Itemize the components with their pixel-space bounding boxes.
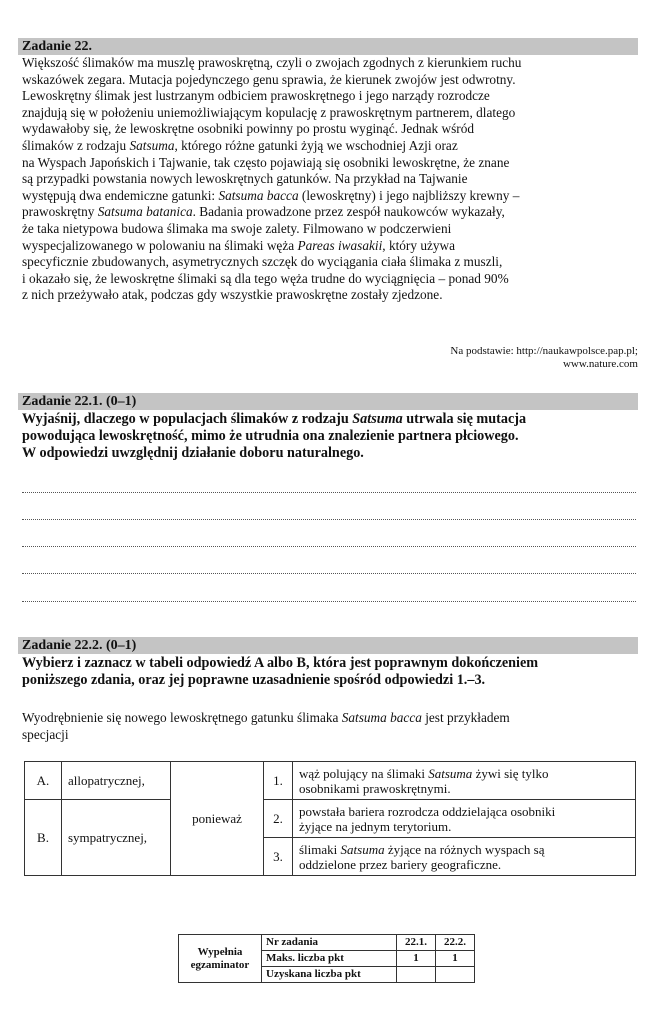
reason-text-2[interactable] — [293, 800, 636, 838]
reason-text-1[interactable] — [293, 762, 636, 800]
reason-number-1[interactable]: 1. — [264, 762, 293, 800]
intro-line: że taka nietypowa budowa ślimaka ma swoje zalety. Filmowano w podczerwieni — [22, 220, 452, 236]
task-number-cell: 22.1. — [397, 935, 436, 951]
examiner-table — [178, 934, 475, 983]
answer-line[interactable] — [22, 546, 636, 547]
intro-line: znajdują się w położeniu uniemożliwiającym kopulację z prawoskrętnym partnerem, dlatego — [22, 104, 516, 120]
answer-line[interactable] — [22, 519, 636, 520]
task-number-cell: 22.2. — [436, 935, 475, 951]
examiner-row — [179, 935, 475, 951]
question-line: Wyjaśnij, dlaczego w populacjach ślimaków z rodzaju Satsuma utrwala się mutacja — [22, 411, 527, 427]
task-intro-text — [22, 55, 636, 304]
reason-line: oddzielone przez bariery geograficzne. — [299, 856, 502, 872]
examiner-label — [179, 935, 262, 983]
intro-line: prawoskrętny Satsuma batanica. Badania prowadzone przez zespół naukowców wykazały, — [22, 204, 505, 220]
answer-table — [24, 761, 636, 876]
conjunction-cell: ponieważ — [171, 762, 264, 876]
question-line: W odpowiedzi uwzględnij działanie doboru naturalnego. — [22, 445, 364, 461]
task-heading: Zadanie 22. — [18, 38, 638, 55]
question-line: poniższego zdania, oraz jej poprawne uzasadnienie spośród odpowiedzi 1.–3. — [22, 672, 486, 688]
reason-number-2[interactable]: 2. — [264, 800, 293, 838]
reason-text-3[interactable] — [293, 838, 636, 876]
reason-line: powstała bariera rozrodcza oddzielająca osobniki — [299, 803, 556, 819]
intro-line: wyspecjalizowanego w polowaniu na ślimaki węża Pareas iwasakii, który używa — [22, 237, 456, 253]
intro-line: na Wyspach Japońskich i Tajwanie, tak często pojawiają się osobniki lewoskrętne, że znane — [22, 154, 510, 170]
intro-line: z nich przeżywało atak, podczas gdy wszystkie prawoskrętne zostały zjedzone. — [22, 287, 443, 303]
intro-line: i okazało się, że lewoskrętne ślimaki są dla tego węża trudne do wyciągnięcia – ponad 90% — [22, 270, 509, 286]
stem-line: specjacji — [22, 726, 69, 742]
subtask-question-22-1 — [22, 411, 636, 462]
reason-line: żyjące na jednym terytorium. — [299, 818, 452, 834]
max-points-cell: 1 — [436, 951, 475, 967]
intro-line: wydawałoby się, że lewoskrętne osobniki powinny po prostu wyginąć. Jednak wśród — [22, 121, 475, 137]
sentence-stem — [22, 710, 636, 743]
header-max-points: Maks. liczba pkt — [262, 951, 397, 967]
source-line: Na podstawie: http://naukawpolsce.pap.pl; — [450, 345, 638, 357]
source-citation — [308, 345, 638, 371]
subtask-heading-22-2: Zadanie 22.2. (0–1) — [18, 637, 638, 654]
intro-line: wskazówek zegara. Mutacja pojedynczego genu sprawia, że kierunek zwojów jest odwrotny. — [22, 71, 516, 87]
examiner-label-line: egzaminator — [190, 958, 250, 971]
reason-line: osobnikami prawoskrętnymi. — [299, 780, 451, 796]
intro-line: Lewoskrętny ślimak jest lustrzanym odbiciem prawoskrętnego i jego narządy rozrodcze — [22, 88, 490, 104]
answer-row — [25, 800, 636, 838]
option-letter-b[interactable]: B. — [25, 800, 62, 876]
reason-number-3[interactable]: 3. — [264, 838, 293, 876]
answer-line[interactable] — [22, 573, 636, 574]
obtained-points-cell[interactable] — [397, 967, 436, 983]
reason-line: ślimaki Satsuma żyjące na różnych wyspach są — [299, 841, 545, 857]
intro-line: ślimaków z rodzaju Satsuma, którego różne gatunki żyją we wschodniej Azji oraz — [22, 137, 458, 153]
max-points-cell: 1 — [397, 951, 436, 967]
answer-line[interactable] — [22, 492, 636, 493]
intro-line: specyficznie zbudowanych, asymetrycznych szczęk do wyciągania ciała ślimaka z muszli, — [22, 254, 503, 270]
source-line: www.nature.com — [562, 358, 638, 370]
header-obtained-points: Uzyskana liczba pkt — [262, 967, 397, 983]
reason-line: wąż polujący na ślimaki Satsuma żywi się tylko — [299, 765, 549, 781]
subtask-heading-22-1: Zadanie 22.1. (0–1) — [18, 393, 638, 410]
intro-line: są przypadki powstania nowych lewoskrętnych gatunków. Na przykład na Tajwanie — [22, 171, 468, 187]
option-text-b[interactable]: sympatrycznej, — [62, 800, 171, 876]
question-line: Wybierz i zaznacz w tabeli odpowiedź A albo B, która jest poprawnym dokończeniem — [22, 655, 539, 671]
obtained-points-cell[interactable] — [436, 967, 475, 983]
intro-line: Większość ślimaków ma muszlę prawoskrętną, czyli o zwojach zgodnych z kierunkiem ruchu — [22, 55, 522, 70]
stem-line: Wyodrębnienie się nowego lewoskrętnego gatunku ślimaka Satsuma bacca jest przykładem — [22, 710, 510, 725]
examiner-label-line: Wypełnia — [197, 945, 243, 958]
answer-row — [25, 762, 636, 800]
subtask-question-22-2 — [22, 655, 636, 689]
header-task-number: Nr zadania — [262, 935, 397, 951]
option-letter-a[interactable]: A. — [25, 762, 62, 800]
question-line: powodująca lewoskrętność, mimo że utrudnia ona znalezienie partnera płciowego. — [22, 428, 519, 444]
answer-line[interactable] — [22, 601, 636, 602]
intro-line: występują dwa endemiczne gatunki: Satsuma bacca (lewoskrętny) i jego najbliższy krewny – — [22, 187, 520, 203]
option-text-a[interactable]: allopatrycznej, — [62, 762, 171, 800]
